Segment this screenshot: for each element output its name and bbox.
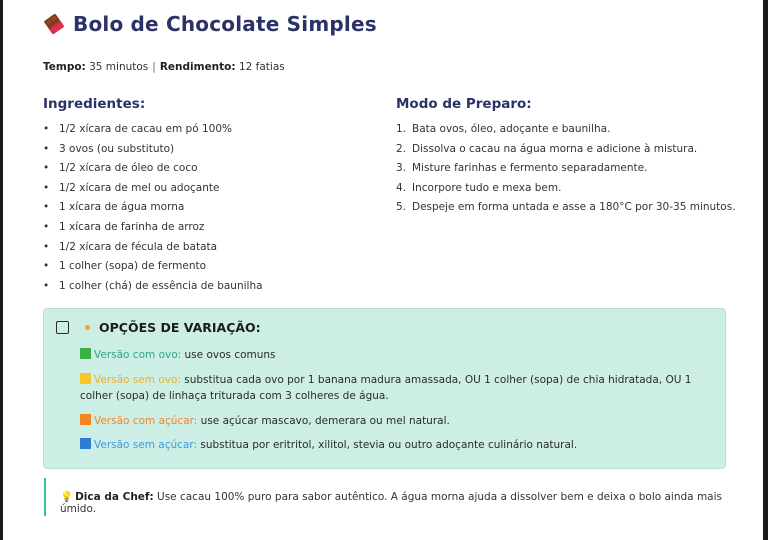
step-text: Bata ovos, óleo, adoçante e baunilha. <box>412 123 611 135</box>
title-row <box>43 12 377 36</box>
step-item <box>396 142 736 162</box>
list-item <box>43 220 263 240</box>
yield-value: 12 fatias <box>238 61 285 73</box>
lightbulb-icon: 💡 <box>60 491 74 503</box>
bullet: • <box>43 142 50 155</box>
ingredient-text: 1 xícara de água morna <box>59 201 185 214</box>
step-item <box>396 200 736 220</box>
recipe-page <box>3 0 763 540</box>
ingredient-text: 1 colher (chá) de essência de baunilha <box>59 279 263 292</box>
variation-item-with-sugar <box>80 414 710 430</box>
page-title: Bolo de Chocolate Simples <box>73 12 377 36</box>
orange-square-icon <box>80 414 91 425</box>
step-number: 3. <box>396 162 407 175</box>
recipe-meta <box>43 61 285 73</box>
variations-header <box>56 320 261 335</box>
list-item <box>43 142 263 162</box>
bullet: • <box>43 260 50 273</box>
right-border <box>763 0 768 540</box>
tip-body: Use cacau 100% puro para sabor autêntico. A água morna ajuda a dissolver bem e deixa o bolo ainda mais úmido. <box>60 491 722 515</box>
note-icon <box>56 321 69 334</box>
list-item <box>43 259 263 279</box>
variations-callout <box>43 308 726 469</box>
step-number: 1. <box>396 123 407 135</box>
variation-label: Versão sem ovo: <box>94 374 181 386</box>
bullet: • <box>43 279 50 292</box>
ingredient-text: 1/2 xícara de cacau em pó 100% <box>59 123 233 135</box>
list-item <box>43 181 263 201</box>
yield-label: Rendimento: <box>159 61 236 73</box>
variation-text: use ovos comuns <box>181 349 276 361</box>
bullet: • <box>43 162 50 175</box>
bullet: • <box>43 123 50 135</box>
variation-item-with-egg <box>80 348 710 364</box>
yellow-square-icon <box>80 373 91 384</box>
ingredient-text: 3 ovos (ou substituto) <box>59 142 175 155</box>
tip-label: Dica da Chef: <box>75 491 154 503</box>
chef-tip-callout <box>44 478 726 516</box>
variation-item-without-sugar <box>80 438 710 454</box>
blue-square-icon <box>80 438 91 449</box>
ingredients-list <box>43 122 263 298</box>
time-value: 35 minutos <box>89 61 149 73</box>
step-number: 2. <box>396 142 407 155</box>
variation-text: use açúcar mascavo, demerara ou mel natural. <box>197 415 450 427</box>
step-text: Despeje em forma untada e asse a 180°C por 30-35 minutos. <box>412 201 736 214</box>
variation-text: substitua por eritritol, xilitol, stevia ou outro adoçante culinário natural. <box>197 439 578 451</box>
list-item <box>43 122 263 142</box>
step-item <box>396 122 736 142</box>
step-number: 4. <box>396 181 407 194</box>
step-item <box>396 181 736 201</box>
meta-separator: | <box>152 61 156 73</box>
list-item <box>43 240 263 260</box>
preparation-heading: Modo de Preparo: <box>396 96 532 112</box>
bullet: • <box>43 181 50 194</box>
ingredient-text: 1 colher (sopa) de fermento <box>59 260 207 273</box>
ingredient-text: 1/2 xícara de mel ou adoçante <box>59 181 220 194</box>
step-item <box>396 161 736 181</box>
step-text: Misture farinhas e fermento separadamente. <box>412 162 648 175</box>
green-square-icon <box>80 348 91 359</box>
list-item <box>43 161 263 181</box>
ingredient-text: 1 xícara de farinha de arroz <box>59 220 205 233</box>
variation-label: Versão sem açúcar: <box>94 439 198 451</box>
preparation-list <box>396 122 736 220</box>
orange-dot-icon <box>85 325 90 330</box>
ingredient-text: 1/2 xícara de fécula de batata <box>59 240 218 253</box>
list-item <box>43 200 263 220</box>
chocolate-bar-icon <box>43 13 65 35</box>
variations-title: OPÇÕES DE VARIAÇÃO: <box>99 320 261 335</box>
bullet: • <box>43 240 50 253</box>
step-number: 5. <box>396 201 407 214</box>
variation-item-without-egg <box>80 373 710 404</box>
ingredient-text: 1/2 xícara de óleo de coco <box>59 162 198 175</box>
step-text: Incorpore tudo e mexa bem. <box>412 181 562 194</box>
variation-label: Versão com ovo: <box>94 349 182 361</box>
bullet: • <box>43 201 50 214</box>
bullet: • <box>43 220 50 233</box>
step-text: Dissolva o cacau na água morna e adicione à mistura. <box>412 142 698 155</box>
list-item <box>43 279 263 299</box>
variation-text: substitua cada ovo por 1 banana madura amassada, OU 1 colher (sopa) de chia hidratada, OU 1 colher (sopa) de linhaça triturada com 3 colheres de água. <box>80 374 692 402</box>
variation-label: Versão com açúcar: <box>94 415 198 427</box>
ingredients-heading: Ingredientes: <box>43 96 146 112</box>
chef-tip-text <box>60 490 726 515</box>
time-label: Tempo: <box>43 61 86 73</box>
